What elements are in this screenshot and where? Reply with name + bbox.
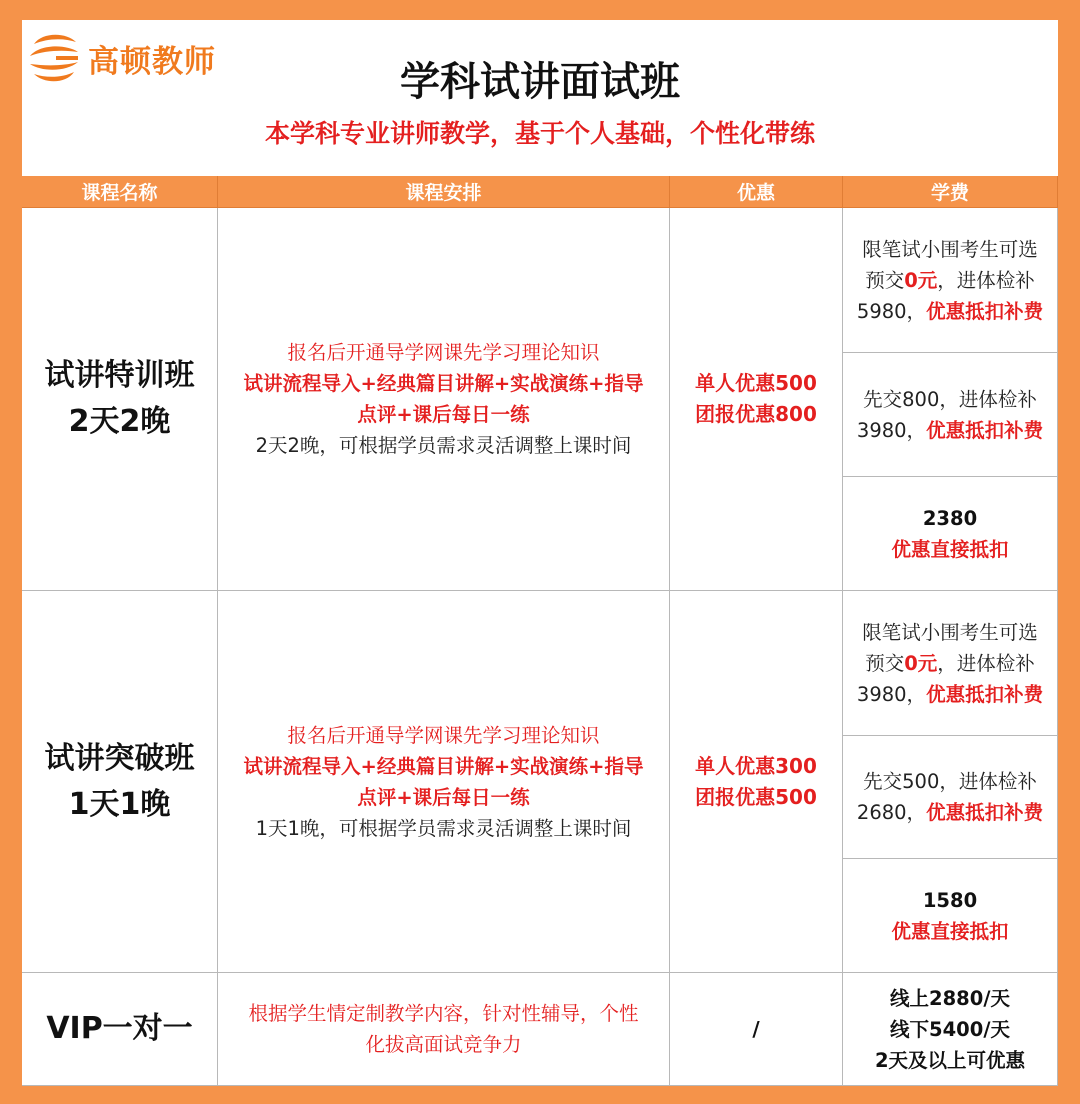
group-discount: 团报优惠800 bbox=[695, 402, 817, 426]
brand-name: 高顿教师 bbox=[88, 43, 216, 80]
fee-option-deposit bbox=[843, 736, 1058, 859]
course-name: 试讲突破班 bbox=[44, 740, 195, 776]
schedule-flow: 试讲流程导入+经典篇目讲解+实战演练+指导 bbox=[243, 372, 644, 395]
fee-option-full bbox=[843, 859, 1058, 973]
course-discount-cell bbox=[670, 208, 843, 591]
vip-name-cell bbox=[22, 973, 218, 1086]
fee-balance-line: 5980，优惠抵扣补费 bbox=[856, 299, 1044, 323]
sheet-header bbox=[22, 20, 1058, 176]
fee-amount: 1580 bbox=[922, 888, 978, 912]
schedule-intro: 报名后开通导学网课先学习理论知识 bbox=[287, 341, 600, 364]
schedule-flow: 试讲流程导入+经典篇目讲解+实战演练+指导 bbox=[243, 754, 644, 778]
vip-schedule-cont: 化拔高面试竞争力 bbox=[365, 1033, 522, 1056]
vip-discount: / bbox=[752, 1017, 760, 1041]
fee-balance-line: 2680，优惠抵扣补费 bbox=[856, 801, 1044, 824]
course-duration: 1天1晚 bbox=[68, 786, 171, 822]
vip-fee-note: 2天及以上可优惠 bbox=[874, 1048, 1026, 1072]
vip-schedule: 根据学生情定制教学内容，针对性辅导，个性 bbox=[248, 1002, 639, 1025]
course-name-cell bbox=[22, 591, 218, 973]
vip-fee-offline: 线下5400/天 bbox=[890, 1017, 1010, 1041]
fee-note: 优惠直接抵扣 bbox=[891, 919, 1009, 943]
single-discount: 单人优惠300 bbox=[695, 753, 817, 778]
price-sheet bbox=[22, 20, 1058, 1086]
page-title: 学科试讲面试班 bbox=[400, 59, 680, 105]
vip-discount-cell bbox=[670, 973, 843, 1086]
fee-note: 优惠直接抵扣 bbox=[891, 537, 1009, 561]
fee-option-full bbox=[843, 477, 1058, 591]
vip-course-name: VIP一对一 bbox=[46, 1011, 193, 1046]
fee-deposit-line: 先交800，进体检补 bbox=[863, 387, 1037, 411]
course-schedule-cell bbox=[218, 208, 670, 591]
fee-prepay-line: 预交0元，进体检补 bbox=[865, 268, 1035, 292]
fee-prepay-line: 预交0元，进体检补 bbox=[865, 651, 1035, 675]
course-name: 试讲特训班 bbox=[44, 358, 195, 393]
single-discount: 单人优惠500 bbox=[695, 371, 817, 395]
fee-deposit-line: 先交500，进体检补 bbox=[863, 770, 1037, 793]
column-header-schedule: 课程安排 bbox=[218, 176, 670, 208]
schedule-flow-cont: 点评+课后每日一练 bbox=[357, 403, 530, 426]
fee-option-prepay-zero bbox=[843, 208, 1058, 353]
column-header-name: 课程名称 bbox=[22, 176, 218, 208]
course-duration: 2天2晚 bbox=[68, 404, 171, 439]
fee-option-deposit bbox=[843, 353, 1058, 477]
vip-fee-online: 线上2880/天 bbox=[890, 986, 1010, 1010]
schedule-intro: 报名后开通导学网课先学习理论知识 bbox=[287, 723, 600, 747]
fee-condition: 限笔试小围考生可选 bbox=[862, 620, 1038, 644]
fee-balance-line: 3980，优惠抵扣补费 bbox=[856, 418, 1044, 442]
course-table bbox=[22, 176, 1058, 1086]
column-header-fee: 学费 bbox=[843, 176, 1058, 208]
page-subtitle: 本学科专业讲师教学，基于个人基础，个性化带练 bbox=[264, 119, 815, 148]
course-name-cell bbox=[22, 208, 218, 591]
course-schedule-cell bbox=[218, 591, 670, 973]
schedule-note: 2天2晚，可根据学员需求灵活调整上课时间 bbox=[255, 434, 632, 457]
fee-amount: 2380 bbox=[922, 506, 978, 530]
column-header-discount: 优惠 bbox=[670, 176, 843, 208]
fee-option-prepay-zero bbox=[843, 591, 1058, 736]
group-discount: 团报优惠500 bbox=[695, 784, 817, 809]
schedule-note: 1天1晚，可根据学员需求灵活调整上课时间 bbox=[255, 816, 632, 840]
fee-condition: 限笔试小围考生可选 bbox=[862, 237, 1038, 261]
vip-schedule-cell bbox=[218, 973, 670, 1086]
vip-fee-cell bbox=[843, 973, 1058, 1086]
schedule-flow-cont: 点评+课后每日一练 bbox=[357, 785, 530, 809]
fee-balance-line: 3980，优惠抵扣补费 bbox=[856, 682, 1044, 706]
course-discount-cell bbox=[670, 591, 843, 973]
